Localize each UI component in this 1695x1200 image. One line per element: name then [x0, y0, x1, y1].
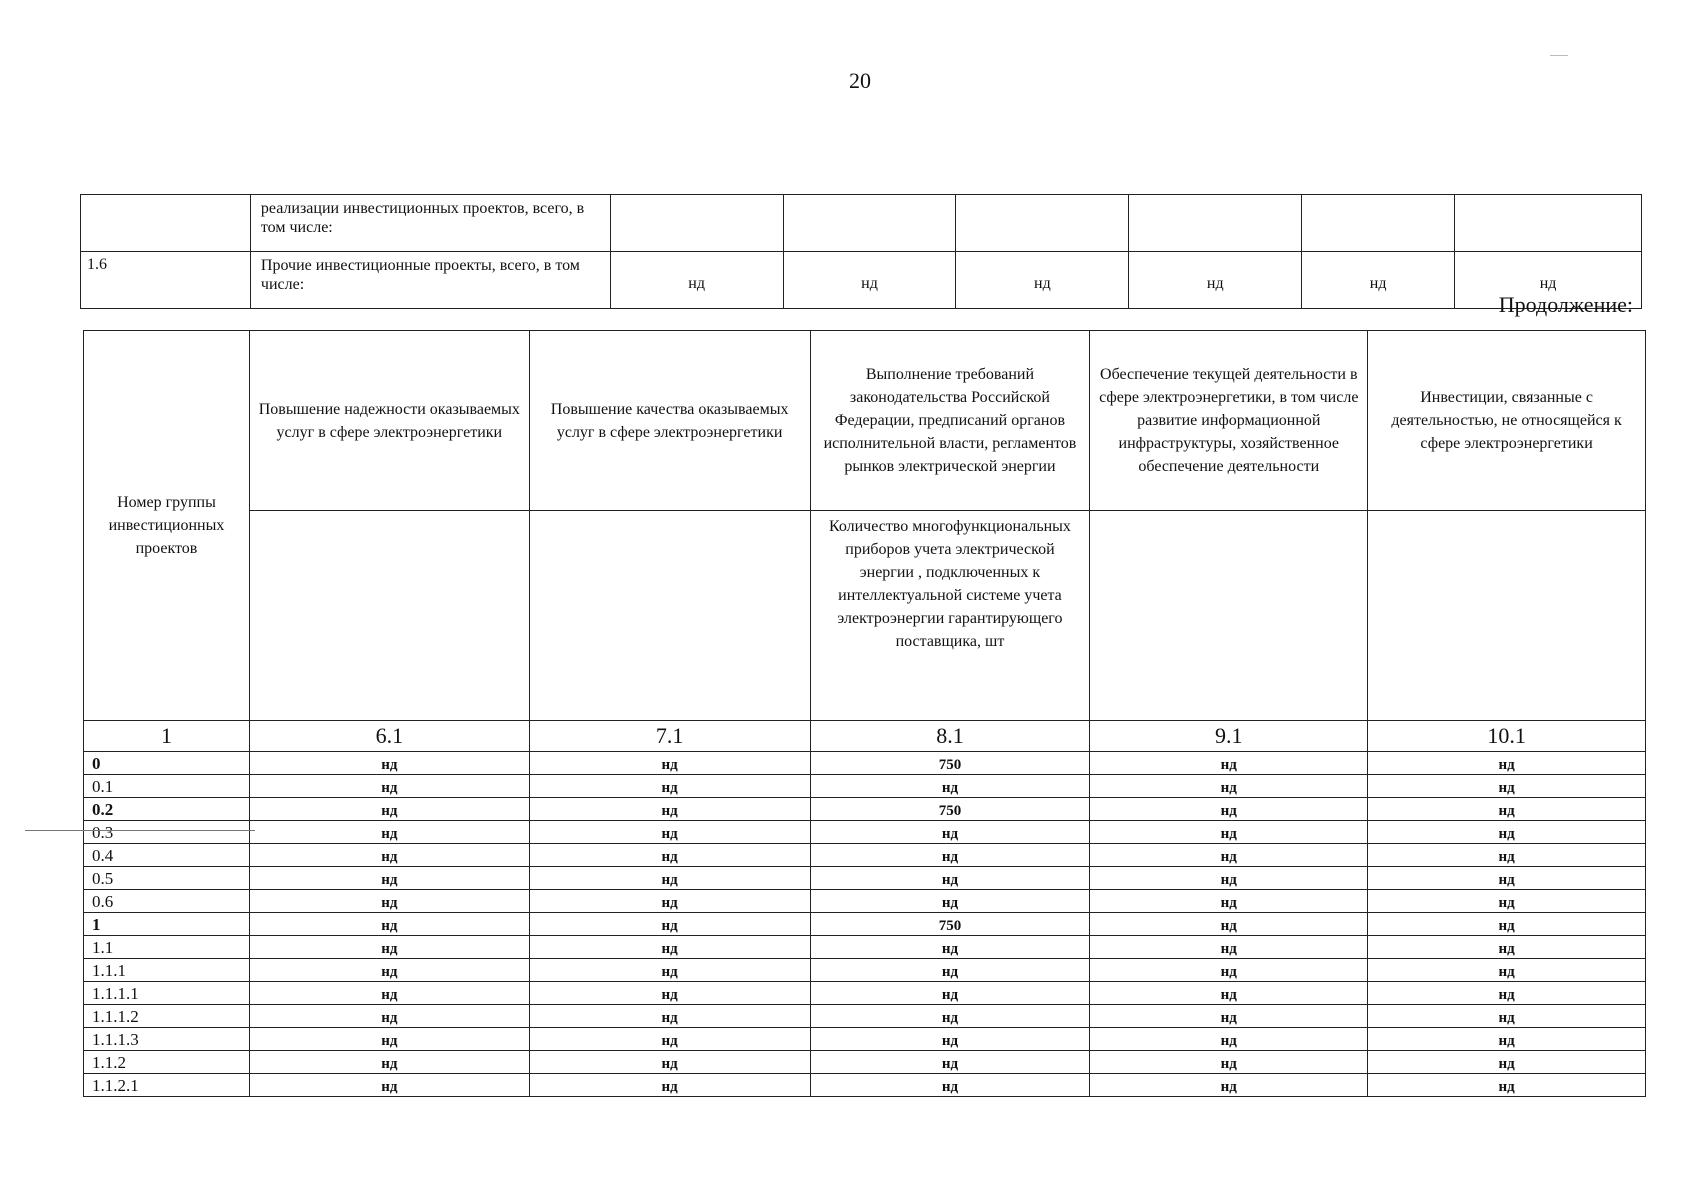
top-table: [80, 194, 1642, 309]
table-cell: нд: [249, 821, 529, 844]
column-header: Выполнение требований законодательства Российской Федерации, предписаний органов исполнительной власти, регламентов рынков электрической энергии: [810, 331, 1090, 511]
table-cell: нд: [529, 752, 810, 775]
table-cell: нд: [529, 798, 810, 821]
table-row: [84, 959, 1646, 982]
table-cell: нд: [1090, 821, 1368, 844]
row-code: 0.5: [84, 867, 250, 890]
column-number: 9.1: [1090, 721, 1368, 752]
row-code: 1.1.1.2: [84, 1005, 250, 1028]
table-cell: нд: [1090, 1051, 1368, 1074]
column-number: 8.1: [810, 721, 1090, 752]
table-row: [84, 982, 1646, 1005]
table-row: [81, 252, 1642, 309]
table-cell: нд: [1090, 1074, 1368, 1097]
column-subheader: [1368, 511, 1646, 721]
continuation-label: Продолжение:: [1498, 292, 1633, 317]
table-cell: нд: [529, 867, 810, 890]
table-cell: нд: [249, 982, 529, 1005]
table-row: [84, 867, 1646, 890]
table-row: [84, 1051, 1646, 1074]
table-cell: нд: [249, 1051, 529, 1074]
table-cell: нд: [1090, 1028, 1368, 1051]
subheader-row: [84, 511, 1646, 721]
table-cell: нд: [1368, 959, 1646, 982]
scan-mark: [1550, 55, 1568, 56]
table-cell: нд: [1302, 252, 1455, 309]
table-cell: нд: [1090, 890, 1368, 913]
table-cell: нд: [610, 252, 783, 309]
table-cell: нд: [1368, 752, 1646, 775]
table-cell: 750: [810, 798, 1090, 821]
table-cell: нд: [956, 252, 1129, 309]
table-cell: нд: [1368, 798, 1646, 821]
table-cell: 750: [810, 913, 1090, 936]
table-cell: нд: [249, 1005, 529, 1028]
table-cell: нд: [1090, 982, 1368, 1005]
table-cell: нд: [249, 959, 529, 982]
table-cell: нд: [1455, 252, 1642, 309]
table-cell: нд: [810, 959, 1090, 982]
table-cell: нд: [1368, 821, 1646, 844]
stray-scan-line: [25, 830, 255, 831]
table-cell: нд: [1090, 913, 1368, 936]
table-cell: нд: [529, 982, 810, 1005]
main-table: [83, 330, 1646, 1097]
table-cell: нд: [1368, 1005, 1646, 1028]
table-row: [84, 913, 1646, 936]
row-text: реализации инвестиционных проектов, всего, в том числе:: [250, 195, 610, 252]
column-number: 1: [84, 721, 250, 752]
table-row: [84, 775, 1646, 798]
table-cell: нд: [1368, 890, 1646, 913]
table-cell: нд: [1129, 252, 1302, 309]
column-header: Обеспечение текущей деятельности в сфере электроэнергетики, в том числе развитие информационной инфраструктуры, хозяйственное обеспечение деятельности: [1090, 331, 1368, 511]
group-number-header: Номер группы инвестиционных проектов: [84, 331, 250, 721]
column-header: Повышение надежности оказываемых услуг в сфере электроэнергетики: [249, 331, 529, 511]
table-row: [84, 798, 1646, 821]
table-cell: нд: [1368, 982, 1646, 1005]
table-cell: нд: [1090, 936, 1368, 959]
table-cell: [1129, 195, 1302, 252]
table-cell: нд: [1090, 798, 1368, 821]
row-code: 1.1.2.1: [84, 1074, 250, 1097]
table-cell: [783, 195, 956, 252]
table-cell: нд: [249, 1028, 529, 1051]
row-code: 1.1: [84, 936, 250, 959]
table-cell: нд: [810, 1005, 1090, 1028]
table-cell: нд: [529, 844, 810, 867]
table-cell: [956, 195, 1129, 252]
table-cell: нд: [810, 982, 1090, 1005]
table-cell: 750: [810, 752, 1090, 775]
table-row: [84, 890, 1646, 913]
table-cell: нд: [249, 775, 529, 798]
row-code: 1.1.1.3: [84, 1028, 250, 1051]
row-code: 0.1: [84, 775, 250, 798]
row-code: 1.1.1: [84, 959, 250, 982]
page-number: 20: [849, 68, 871, 93]
column-subheader: [529, 511, 810, 721]
row-code: [81, 195, 251, 252]
table-cell: нд: [1368, 936, 1646, 959]
table-cell: нд: [529, 936, 810, 959]
table-cell: нд: [1368, 913, 1646, 936]
table-cell: нд: [810, 1028, 1090, 1051]
table-cell: нд: [529, 1005, 810, 1028]
table-row: [84, 1005, 1646, 1028]
table-row: [84, 936, 1646, 959]
table-cell: нд: [529, 775, 810, 798]
column-number-row: [84, 721, 1646, 752]
row-code: 0.6: [84, 890, 250, 913]
row-code: 0: [84, 752, 250, 775]
table-cell: нд: [1090, 959, 1368, 982]
column-number: 6.1: [249, 721, 529, 752]
column-header: Инвестиции, связанные с деятельностью, не относящейся к сфере электроэнергетики: [1368, 331, 1646, 511]
table-cell: нд: [249, 936, 529, 959]
table-cell: [1302, 195, 1455, 252]
table-cell: нд: [1368, 1074, 1646, 1097]
table-row: [84, 821, 1646, 844]
table-cell: нд: [1090, 1005, 1368, 1028]
table-cell: нд: [810, 844, 1090, 867]
table-cell: нд: [810, 890, 1090, 913]
column-subheader: [1090, 511, 1368, 721]
row-code: 1.6: [81, 252, 251, 309]
table-cell: нд: [810, 1074, 1090, 1097]
table-cell: нд: [1090, 752, 1368, 775]
table-cell: нд: [783, 252, 956, 309]
row-code: 1: [84, 913, 250, 936]
table-cell: нд: [1090, 775, 1368, 798]
table-cell: нд: [810, 1051, 1090, 1074]
header-row: [84, 331, 1646, 511]
table-cell: нд: [249, 844, 529, 867]
table-cell: нд: [249, 798, 529, 821]
table-cell: нд: [810, 821, 1090, 844]
table-cell: [1455, 195, 1642, 252]
table-cell: нд: [529, 913, 810, 936]
table-cell: нд: [529, 1074, 810, 1097]
table-cell: нд: [810, 936, 1090, 959]
table-cell: нд: [1368, 844, 1646, 867]
column-header: Повышение качества оказываемых услуг в сфере электроэнергетики: [529, 331, 810, 511]
table-cell: нд: [249, 913, 529, 936]
row-code: 0.2: [84, 798, 250, 821]
column-number: 10.1: [1368, 721, 1646, 752]
column-subheader: [249, 511, 529, 721]
row-code: 1.1.1.1: [84, 982, 250, 1005]
table-row: [84, 1074, 1646, 1097]
table-cell: нд: [1368, 1028, 1646, 1051]
table-cell: нд: [529, 1028, 810, 1051]
table-cell: нд: [249, 867, 529, 890]
row-code: 0.3: [84, 821, 250, 844]
table-cell: нд: [249, 890, 529, 913]
table-cell: нд: [1090, 844, 1368, 867]
table-cell: нд: [810, 867, 1090, 890]
table-cell: нд: [529, 1051, 810, 1074]
row-code: 1.1.2: [84, 1051, 250, 1074]
table-row: [84, 752, 1646, 775]
row-code: 0.4: [84, 844, 250, 867]
table-cell: нд: [249, 1074, 529, 1097]
table-row: [84, 1028, 1646, 1051]
table-cell: нд: [1090, 867, 1368, 890]
table-cell: нд: [1368, 775, 1646, 798]
column-number: 7.1: [529, 721, 810, 752]
table-cell: нд: [810, 775, 1090, 798]
table-cell: нд: [529, 821, 810, 844]
data-rows: [84, 752, 1646, 1097]
table-cell: нд: [529, 959, 810, 982]
table-cell: [610, 195, 783, 252]
row-text: Прочие инвестиционные проекты, всего, в том числе:: [250, 252, 610, 309]
column-subheader: Количество многофункциональных приборов учета электрической энергии , подключенных к интеллектуальной системе учета электроэнергии гарантирующего поставщика, шт: [810, 511, 1090, 721]
table-cell: нд: [1368, 1051, 1646, 1074]
table-cell: нд: [249, 752, 529, 775]
table-row: [84, 844, 1646, 867]
table-cell: нд: [529, 890, 810, 913]
table-cell: нд: [1368, 867, 1646, 890]
table-row: [81, 195, 1642, 252]
